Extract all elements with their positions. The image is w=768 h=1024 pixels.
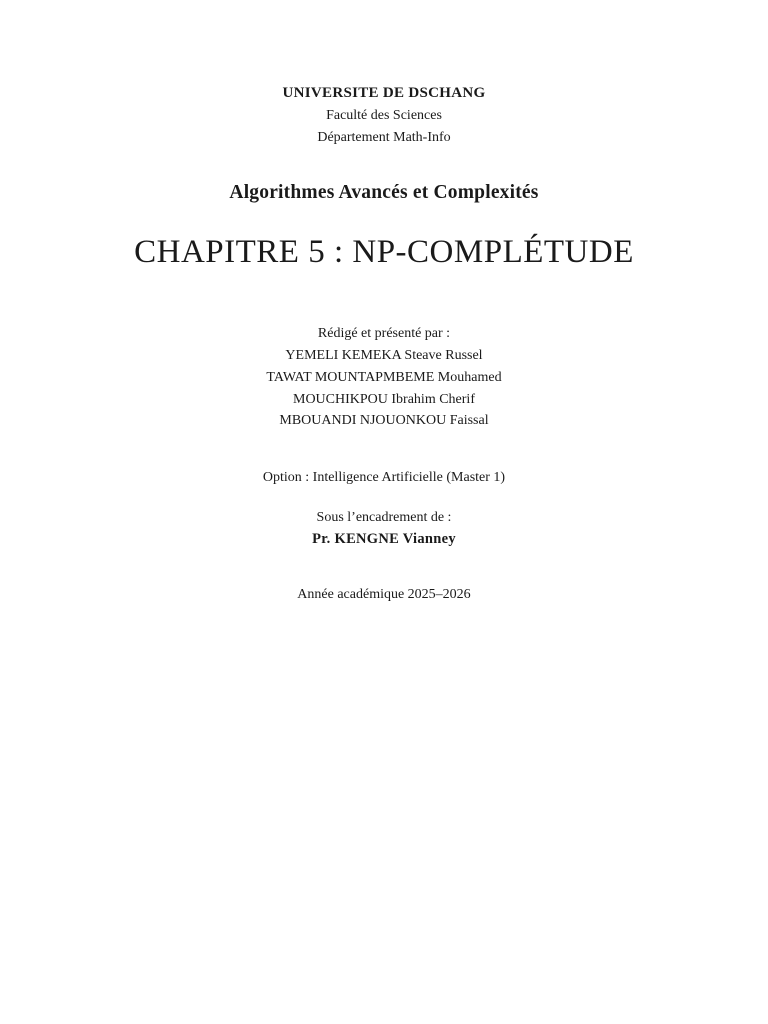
chapter-title: CHAPITRE 5 : NP-COMPLÉTUDE — [134, 234, 634, 270]
author-name: MBOUANDI NJOUONKOU Faissal — [279, 413, 489, 428]
university-name: UNIVERSITE DE DSCHANG — [282, 85, 486, 101]
course-title: Algorithmes Avancés et Complexités — [229, 182, 539, 203]
faculty-name: Faculté des Sciences — [326, 108, 442, 123]
academic-year: Année académique 2025–2026 — [297, 587, 471, 602]
department-name: Département Math-Info — [317, 130, 451, 145]
author-name: YEMELI KEMEKA Steave Russel — [285, 348, 483, 363]
author-name: TAWAT MOUNTAPMBEME Mouhamed — [266, 370, 502, 385]
option-line: Option : Intelligence Artificielle (Master 1) — [262, 470, 506, 485]
author-name: MOUCHIKPOU Ibrahim Cherif — [293, 392, 475, 407]
supervision-intro: Sous l’encadrement de : — [316, 510, 452, 525]
authors-intro: Rédigé et présenté par : — [317, 326, 451, 341]
supervisor-name: Pr. KENGNE Vianney — [312, 531, 456, 547]
